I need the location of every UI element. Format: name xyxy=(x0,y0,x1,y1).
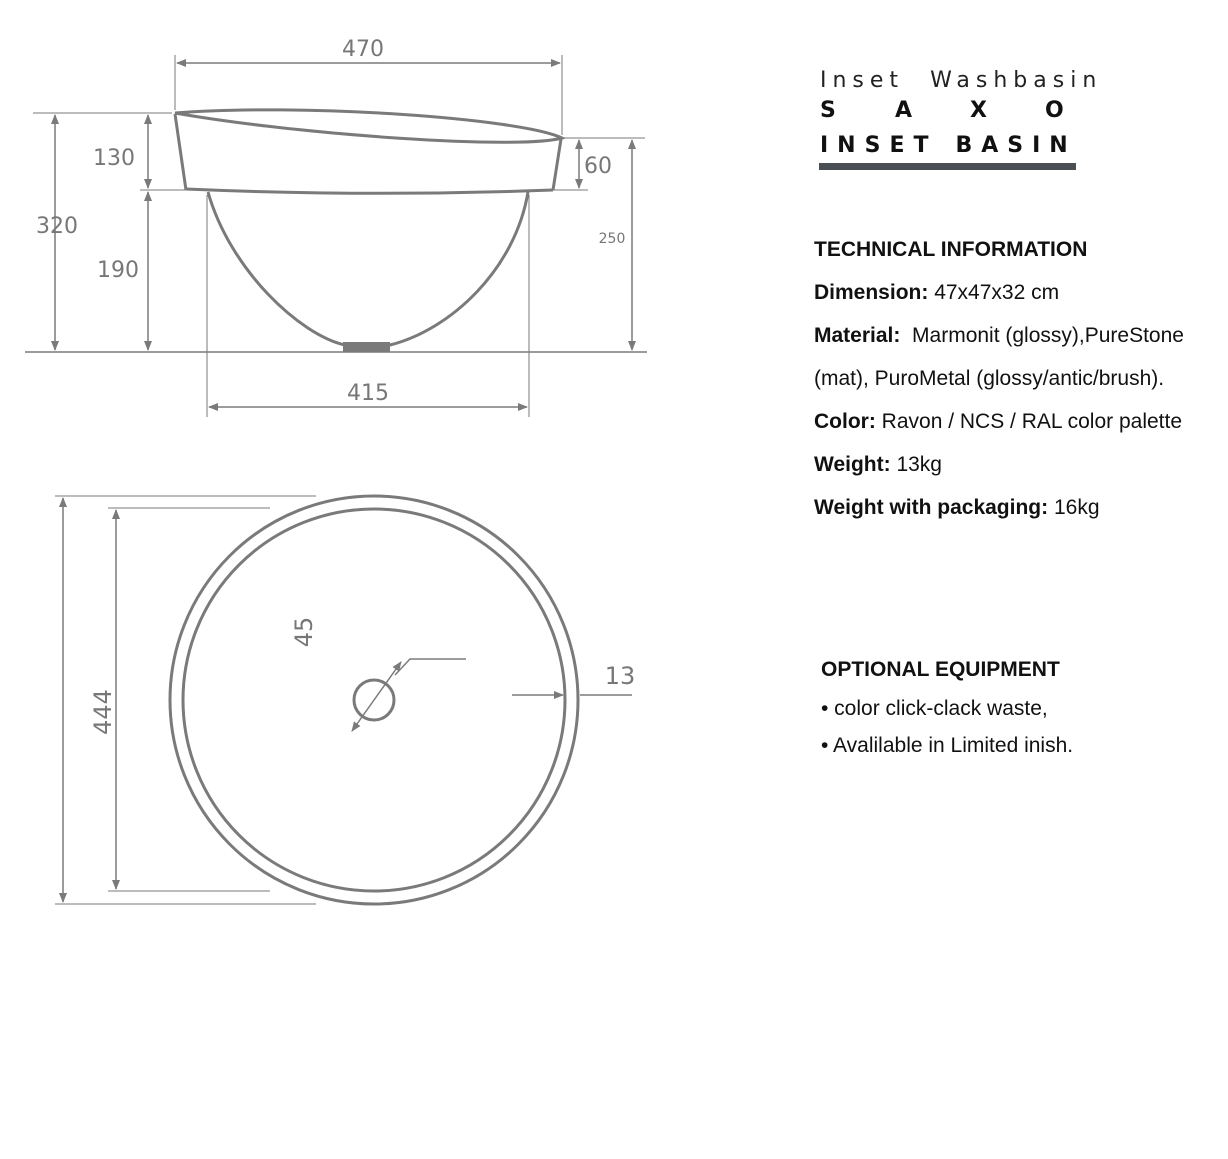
label-190: 190 xyxy=(97,258,139,283)
name-letter-s: S xyxy=(820,98,836,123)
material-label: Material: xyxy=(814,324,901,347)
rim-top-outline xyxy=(175,110,562,142)
label-320: 320 xyxy=(36,214,78,239)
product-name xyxy=(820,98,1120,123)
label-60: 60 xyxy=(584,154,612,179)
product-subtitle xyxy=(820,68,1102,93)
color-value: Ravon / NCS / RAL color palette xyxy=(881,410,1183,433)
optional-equipment xyxy=(821,650,1221,764)
label-250: 250 xyxy=(598,231,626,247)
weight-value: 13kg xyxy=(896,453,942,476)
label-13: 13 xyxy=(604,662,636,690)
rim-bottom xyxy=(186,189,553,193)
dimension-label: Dimension: xyxy=(814,281,929,304)
line-word-1: INSET xyxy=(820,133,938,158)
weight-packaging-value: 16kg xyxy=(1053,496,1100,519)
subtitle-word-1: Inset xyxy=(820,68,905,93)
label-470: 470 xyxy=(342,37,384,62)
color-label: Color: xyxy=(814,410,876,433)
list-item: • Avalilable in Limited inish. xyxy=(821,734,1074,757)
subtitle-word-2: Washbasin xyxy=(930,68,1103,93)
rim-left-edge xyxy=(175,114,186,190)
line-word-2: BASIN xyxy=(955,133,1077,158)
name-letter-a: A xyxy=(895,98,913,123)
list-item: • color click-clack waste, xyxy=(821,697,1048,720)
weight-row xyxy=(814,443,1214,486)
top-view xyxy=(55,496,632,904)
rim-right-edge xyxy=(553,139,561,190)
weight-label: Weight: xyxy=(814,453,891,476)
label-444: 444 xyxy=(89,689,117,735)
side-view xyxy=(25,55,647,417)
name-letter-o: O xyxy=(1045,98,1064,123)
label-45: 45 xyxy=(290,616,318,648)
label-415: 415 xyxy=(347,381,389,406)
name-letter-x: X xyxy=(970,98,987,123)
technical-heading: TECHNICAL INFORMATION xyxy=(814,238,1088,261)
label-130: 130 xyxy=(93,146,135,171)
dimension-row xyxy=(814,271,1214,314)
drain-leader xyxy=(395,659,466,675)
drain-block xyxy=(343,342,390,352)
optional-heading: OPTIONAL EQUIPMENT xyxy=(821,658,1060,681)
material-row xyxy=(814,314,1214,400)
dimension-value: 47x47x32 cm xyxy=(934,281,1060,304)
weight-packaging-label: Weight with packaging: xyxy=(814,496,1049,519)
bowl-outline xyxy=(208,192,528,345)
product-line xyxy=(820,133,1077,158)
weight-packaging-row xyxy=(814,486,1214,529)
color-row xyxy=(814,400,1214,443)
title-underline xyxy=(819,163,1076,170)
technical-information xyxy=(814,228,1214,529)
material-value: Marmonit (glossy),PureStone (mat), PuroMetal (glossy/antic/brush). xyxy=(814,324,1184,390)
